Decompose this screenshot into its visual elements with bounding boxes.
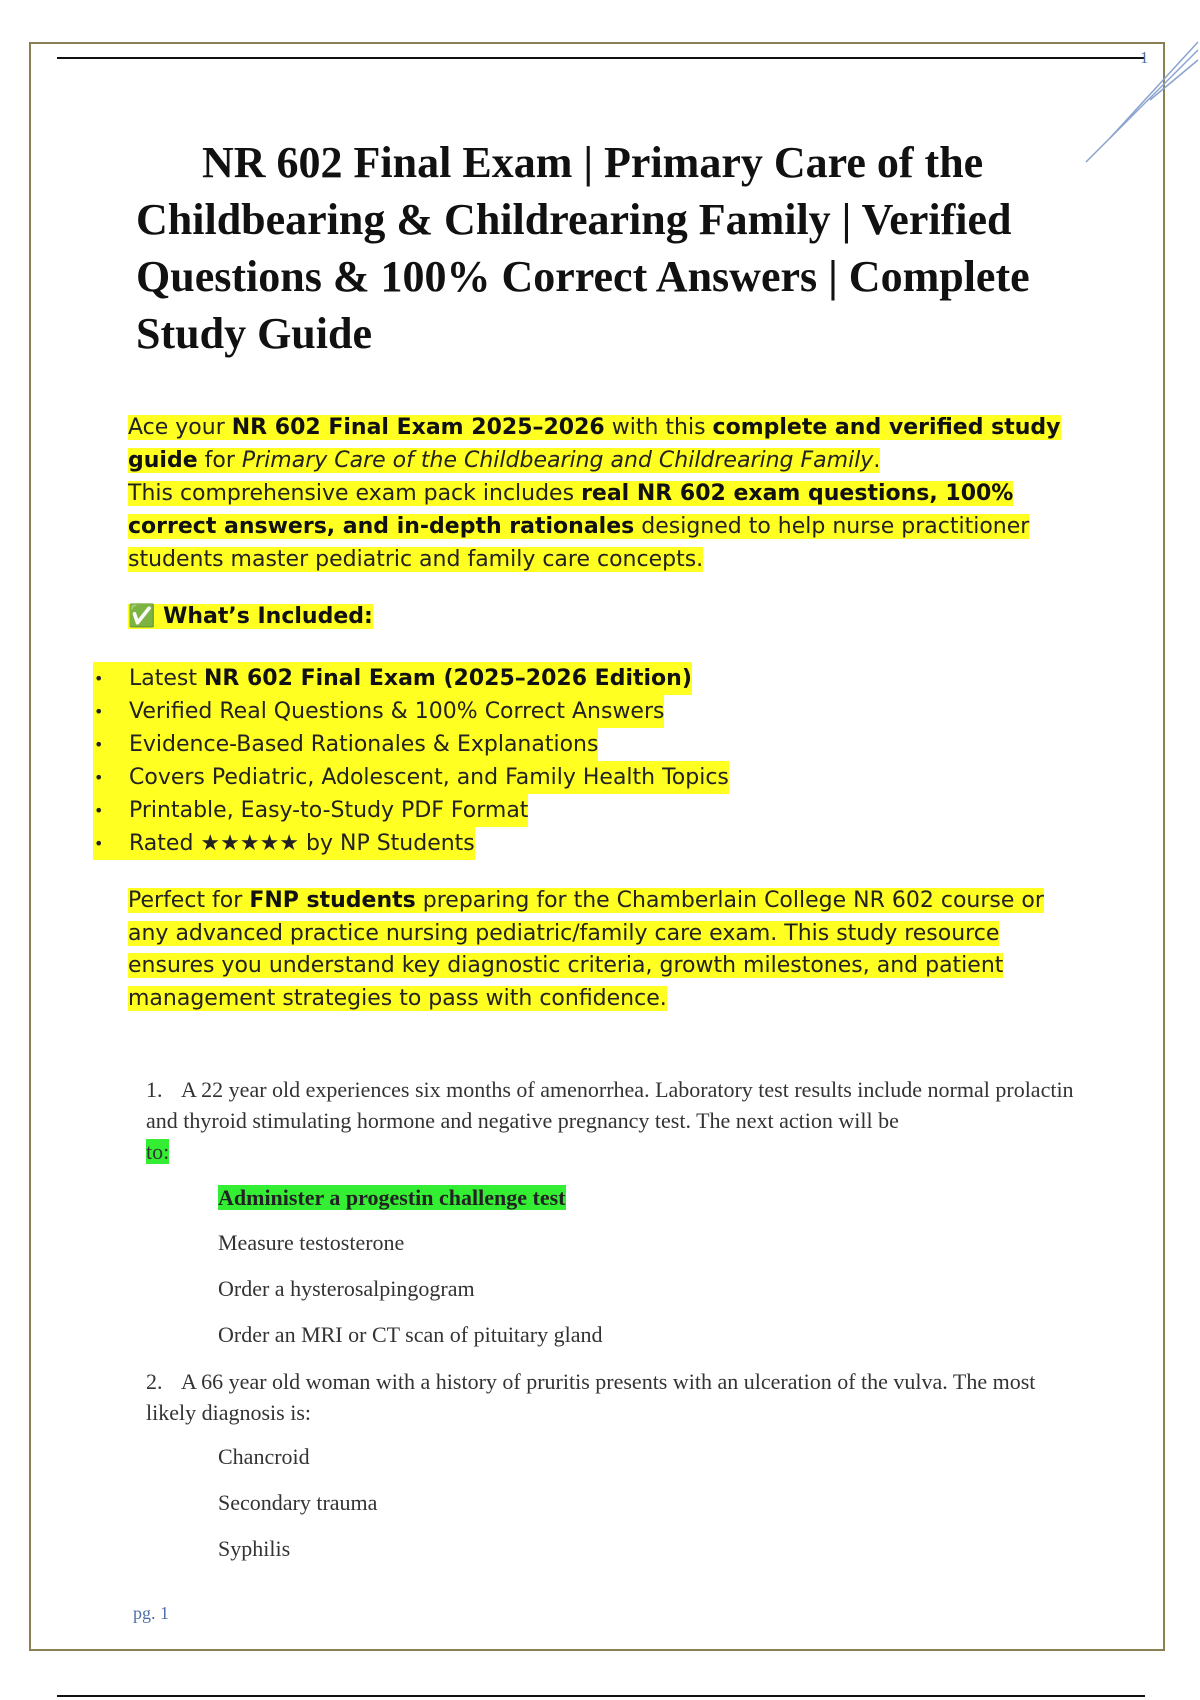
answer-option: Order a hysterosalpingogram [218,1276,475,1301]
included-list [93,662,729,860]
list-item: • Rated ★★★★★ by NP Students [93,827,729,860]
intro-text: Ace your NR 602 Final Exam 2025–2026 with this complete and verified study guide for Primary Care of the Childbearing and Childrearing Family. [128,415,1061,473]
answer-option: Syphilis [218,1536,291,1561]
list-item: • Latest NR 602 Final Exam (2025–2026 Edition) [93,662,729,695]
list-item: • Covers Pediatric, Adolescent, and Family Health Topics [93,761,729,794]
answer-option-correct: Administer a progestin challenge test [218,1185,566,1210]
included-heading: ✅ What’s Included: [128,604,373,629]
page-number-top: 1 [1140,48,1149,67]
answer-option: Measure testosterone [218,1230,405,1255]
question-2: 2. A 66 year old woman with a history of pruritis presents with an ulceration of the vulva. The most likely diagnosis is: [146,1369,1036,1425]
corner-decoration-icon [1080,40,1200,170]
document-title: NR 602 Final Exam | Primary Care of the Childbearing & Childrearing Family | Verified Questions & 100% Correct Answers | Complete Study Guide [136,138,1030,358]
footer-rule [57,1695,1145,1697]
intro-text-2: This comprehensive exam pack includes real NR 602 exam questions, 100% correct answers, and in-depth rationales designed to help nurse practitioner students master pediatric and family care concepts. [128,481,1030,572]
header-rule [57,57,1145,59]
question-1: 1. A 22 year old experiences six months of amenorrhea. Laboratory test results include normal prolactin and thyroid stimulating hormone and negative pregnancy test. The next action will be to: [146,1077,1074,1164]
list-item: • Verified Real Questions & 100% Correct Answers [93,695,729,728]
list-item: • Printable, Easy-to-Study PDF Format [93,794,729,827]
page-footer: pg. 1 [133,1603,169,1623]
intro-section [128,411,1068,576]
answer-option: Order an MRI or CT scan of pituitary gland [218,1322,603,1347]
list-item: • Evidence-Based Rationales & Explanations [93,728,729,761]
answer-option: Secondary trauma [218,1490,378,1515]
answer-option: Chancroid [218,1444,310,1469]
target-audience-paragraph: Perfect for FNP students preparing for the Chamberlain College NR 602 course or any advanced practice nursing pediatric/family care exam. This study resource ensures you understand key diagnostic criteria, growth milestones, and patient management strategies to pass with confidence. [128,888,1044,1011]
checkmark-icon: ✅ [128,604,156,629]
